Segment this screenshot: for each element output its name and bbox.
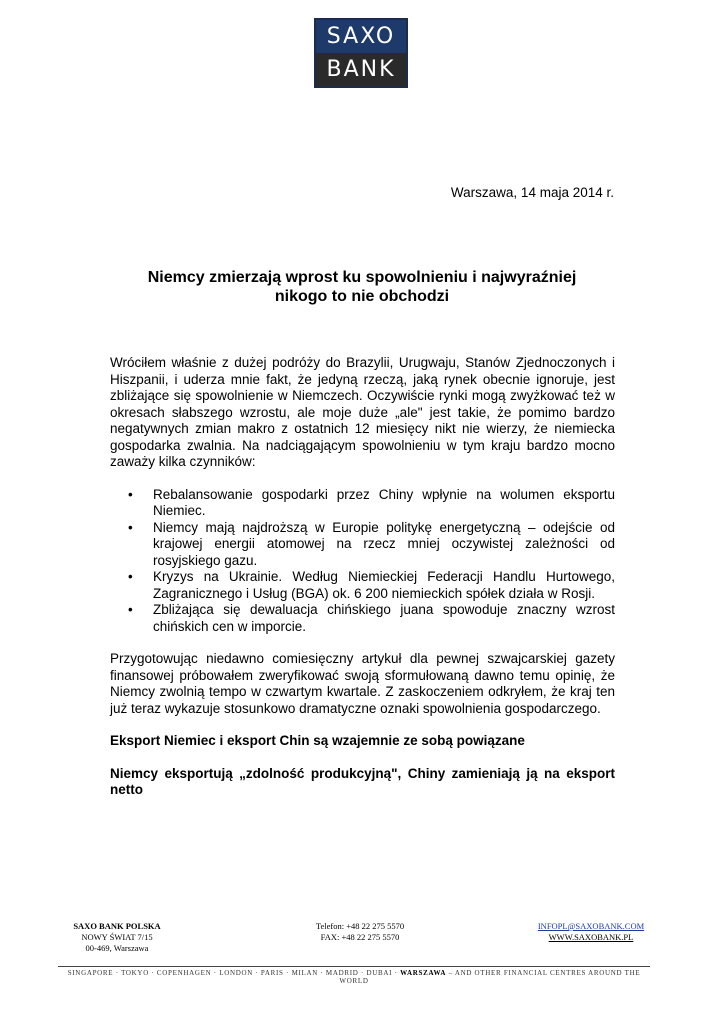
logo-line-bank: BANK [316, 53, 406, 86]
bullet-marker: • [128, 569, 133, 584]
footer-website-link[interactable]: WWW.SAXOBANK.PL [548, 932, 634, 942]
bullet-marker: • [128, 486, 133, 502]
bullet-marker: • [128, 519, 133, 535]
footer-contact [298, 921, 422, 943]
bullet-marker: • [128, 602, 133, 617]
intro-paragraph: Wróciłem właśnie z dużej podróży do Brazylii, Urugwaju, Stanów Zjednoczonych i Hiszpanii, i uderza mnie fakt, że jedyną rzeczą, jaką rynek obecnie ignoruje, jest zbliżające się spowolnienie w Niemczech. Oczywiście rynki mogą zwyżkować też w okresach słabszego wzrostu, ale moje duże „ale" jest takie, że pomimo bardzo negatywnych zmian makro z ostatnich 12 miesięcy nikt nie wierzy, że niemiecka gospodarka zwalnia. Na nadciągającym spowolnieniu w tym kraju bardzo mocno zaważy kilka czynników: [110, 355, 615, 469]
document-title [110, 268, 614, 306]
footer-street: NOWY ŚWIAT 7/15 [81, 932, 153, 942]
list-item: • Zbliżająca się dewaluacja chińskiego juana spowoduje znaczny wzrost chińskich cen w imporcie. [128, 602, 615, 634]
document-body [110, 355, 615, 799]
section-heading-2: Niemcy eksportują „zdolność produkcyjną", Chiny zamieniają ją na eksport netto [110, 765, 615, 797]
footer-cities: SINGAPORE · TOKYO · COPENHAGEN · LONDON · PARIS · MILAN · MADRID · DUBAI · WARSZAWA – AND OTHER FINANCIAL CENTRES AROUND THE WORLD [67, 969, 641, 985]
list-item: • Rebalansowanie gospodarki przez Chiny wpłynie na wolumen eksportu Niemiec. [128, 486, 615, 518]
second-paragraph: Przygotowując niedawno comiesięczny artykuł dla pewnej szwajcarskiej gazety finansowej próbowałem zweryfikować swoją sformułowaną dawno temu opinię, że Niemcy zwolnią tempo w czwartym kwartale. Z zaskoczeniem odkryłem, że kraj ten już teraz wykazuje stosunkowo dramatyczne oznaki spowolnienia gospodarczego. [110, 651, 615, 716]
footer-email-link[interactable]: INFOPL@SAXOBANK.COM [537, 921, 645, 931]
list-item: • Niemcy mają najdroższą w Europie politykę energetyczną – odejście od krajowej energii atomowej na rzecz mniej oczywistej zależności od rosyjskiego gazu. [128, 519, 615, 568]
footer-address [58, 921, 176, 954]
title-line-1: Niemcy zmierzają wprost ku spowolnieniu i najwyraźniej [147, 269, 577, 286]
factors-list [110, 487, 615, 636]
section-heading-1: Eksport Niemiec i eksport Chin są wzajemnie ze sobą powiązane [110, 733, 525, 748]
footer-company: SAXO BANK POLSKA [73, 921, 161, 931]
list-item: • Kryzys na Ukrainie. Według Niemieckiej Federacji Handlu Hurtowego, Zagranicznego i Usług (BGA) ok. 6 200 niemieckich spółek działa w Rosji. [128, 569, 615, 601]
logo-line-saxo: SAXO [316, 20, 406, 53]
document-date: Warszawa, 14 maja 2014 r. [450, 185, 614, 200]
footer-divider [58, 966, 650, 967]
title-line-2: nikogo to nie obchodzi [274, 288, 450, 305]
footer-fax: FAX: +48 22 275 5570 [320, 932, 400, 942]
saxo-bank-logo [314, 18, 408, 88]
footer-phone: Telefon: +48 22 275 5570 [315, 921, 405, 931]
footer-links [532, 921, 650, 943]
footer-city: 00-469, Warszawa [85, 943, 149, 953]
